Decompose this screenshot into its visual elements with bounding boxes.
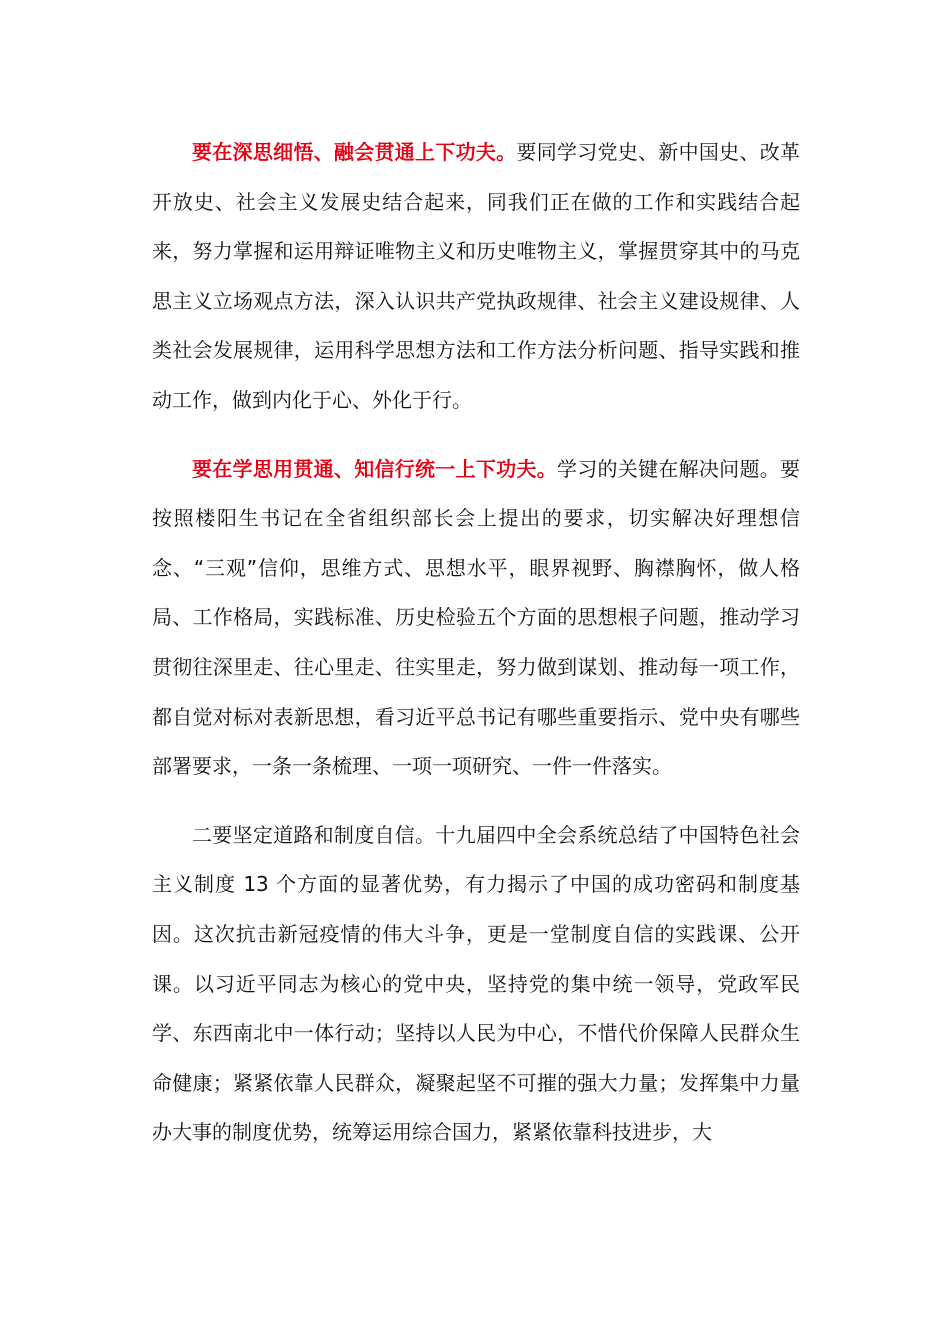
paragraph-3-text: 二要坚定道路和制度自信。十九届四中全会系统总结了中国特色社会主义制度 13 个方面的显著优势，有力揭示了中国的成功密码和制度基因。这次抗击新冠疫情的伟大斗争，更是一堂制度自信的实践课、公开课。以习近平同志为核心的党中央，坚持党的集中统一领导，党政军民学、东西南北中一体行动；坚持以人民为中心，不惜代价保障人民群众生命健康；紧紧依靠人民群众，凝聚起坚不可摧的强大力量；发挥集中力量办大事的制度优势，统筹运用综合国力，紧紧依靠科技进步，大 <box>152 822 800 1145</box>
paragraph-2 <box>152 445 800 792</box>
paragraph-2-heading: 要在学思用贯通、知信行统一上下功夫。 <box>192 456 557 481</box>
paragraph-1 <box>152 128 800 426</box>
paragraph-3 <box>152 811 800 1158</box>
document-body <box>152 128 800 1158</box>
paragraph-2-text: 学习的关键在解决问题。要按照楼阳生书记在全省组织部长会上提出的要求，切实解决好理想信念、“三观”信仰，思维方式、思想水平，眼界视野、胸襟胸怀，做人格局、工作格局，实践标准、历史检验五个方面的思想根子问题，推动学习贯彻往深里走、往心里走、往实里走，努力做到谋划、推动每一项工作，都自觉对标对表新思想，看习近平总书记有哪些重要指示、党中央有哪些部署要求，一条一条梳理、一项一项研究、一件一件落实。 <box>152 456 801 779</box>
paragraph-1-heading: 要在深思细悟、融会贯通上下功夫。 <box>192 140 517 164</box>
paragraph-1-text: 要同学习党史、新中国史、改革开放史、社会主义发展史结合起来，同我们正在做的工作和实践结合起来，努力掌握和运用辩证唯物主义和历史唯物主义，掌握贯穿其中的马克思主义立场观点方法，深入认识共产党执政规律、社会主义建设规律、人类社会发展规律，运用科学思想方法和工作方法分析问题、指导实践和推动工作，做到内化于心、外化于行。 <box>152 140 801 412</box>
